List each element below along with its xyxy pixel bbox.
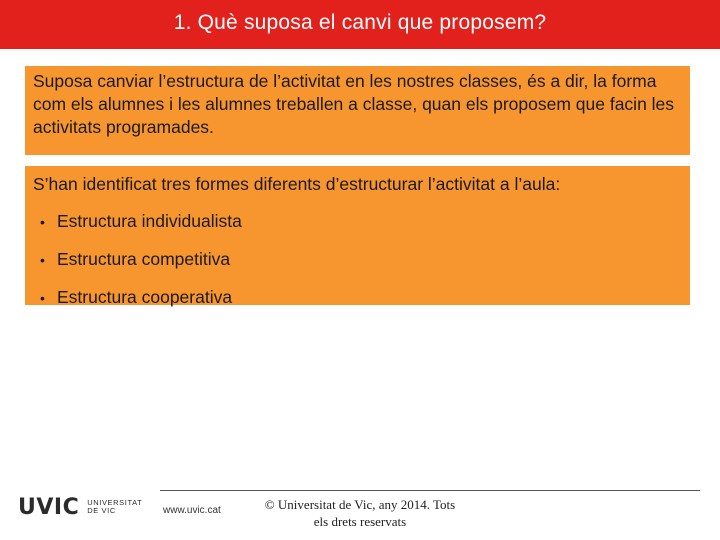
logo-subtitle	[87, 499, 142, 515]
copyright-line2: els drets reservats	[313, 514, 407, 529]
list-item-label: Estructura individualista	[57, 211, 242, 231]
bullet-icon: •	[40, 252, 45, 268]
uvic-logo	[18, 496, 142, 518]
slide-title-bar	[0, 0, 720, 49]
logo-sub-line2: DE VIC	[87, 506, 116, 515]
intro-text: Suposa canviar l’estructura de l’activitat en les nostres classes, és a dir, la forma com els alumnes i les alumnes treballen a classe, quan els proposem que facin les activitats programades.	[33, 71, 675, 137]
bullet-icon: •	[40, 290, 45, 306]
intro-box	[25, 66, 690, 155]
list-item	[33, 247, 682, 272]
logo-mark: UVIC	[18, 494, 80, 520]
structures-box	[25, 166, 690, 305]
footer-url: www.uvic.cat	[163, 505, 221, 516]
slide-title: 1. Què suposa el canvi que proposem?	[173, 11, 547, 34]
list-item	[33, 209, 682, 234]
bullet-icon: •	[40, 214, 45, 230]
logo-sub-line1: UNIVERSITAT	[87, 498, 143, 507]
copyright-line1: © Universitat de Vic, any 2014. Tots	[264, 497, 456, 512]
footer-divider	[160, 490, 700, 491]
structures-list	[33, 209, 682, 310]
list-item-label: Estructura competitiva	[57, 249, 231, 269]
list-item-label: Estructura cooperativa	[57, 287, 233, 307]
footer-copyright	[250, 496, 470, 530]
list-item	[33, 285, 682, 310]
structures-lead: S’han identificat tres formes diferents d’estructurar l’activitat a l’aula:	[33, 174, 561, 194]
